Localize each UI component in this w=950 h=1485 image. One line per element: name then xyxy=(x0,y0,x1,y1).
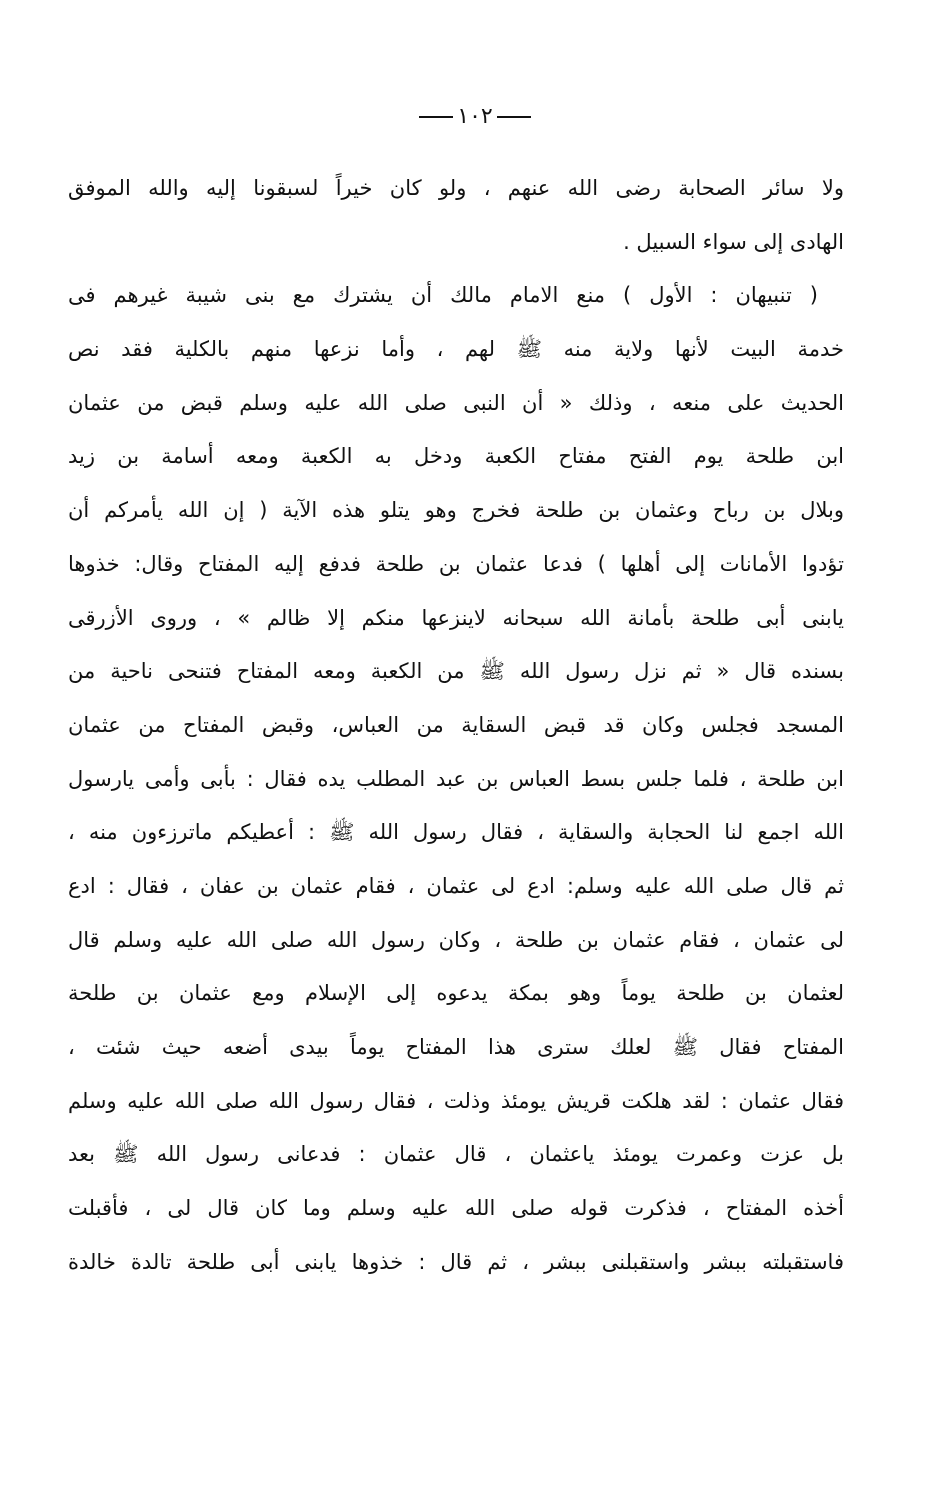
text-line: لعثمان بن طلحة يوماً وهو بمكة يدعوه إلى الإسلام ومع عثمان بن طلحة xyxy=(68,981,844,1006)
text-line: يابنى أبى طلحة بأمانة الله سبحانه لاينزعها منكم إلا ظالم » ، وروى الأزرقى xyxy=(68,605,844,630)
text-line: الحديث على منعه ، وذلك « أن النبى صلى الله عليه وسلم قبض من عثمان xyxy=(68,390,844,415)
page-number-dash-left xyxy=(419,116,453,118)
body-text xyxy=(68,162,844,1289)
text-line: ولا سائر الصحابة رضى الله عنهم ، ولو كان خيراً لسبقونا إليه والله الموفق xyxy=(68,176,844,200)
page-number-dash-right xyxy=(497,116,531,118)
text-line: فقال عثمان : لقد هلكت قريش يومئذ وذلت ، فقال رسول الله صلى الله عليه وسلم xyxy=(68,1088,844,1113)
text-line: خدمة البيت لأنها ولاية منه ﷺ لهم ، وأما نزعها منهم بالكلية فقد نص xyxy=(68,337,844,362)
text-line: ( تنبيهان : الأول ) منع الامام مالك أن يشترك مع بنى شيبة غيرهم فى xyxy=(68,283,818,308)
text-line: الله اجمع لنا الحجابة والسقاية ، فقال رسول الله ﷺ : أعطيكم ماترزءون منه ، xyxy=(68,820,844,845)
text-line: ابن طلحة يوم الفتح مفتاح الكعبة ودخل به الكعبة ومعه أسامة بن زيد xyxy=(68,444,844,469)
text-line: المفتاح فقال ﷺ لعلك سترى هذا المفتاح يوماً بيدى أضعه حيث شئت ، xyxy=(68,1035,844,1059)
text-line: فاستقبلته ببشر واستقبلنى ببشر ، ثم قال : خذوها يابنى أبى طلحة تالدة خالدة xyxy=(68,1249,844,1274)
page-number xyxy=(0,102,950,132)
text-line: بل عزت وعمرت يومئذ ياعثمان ، قال عثمان : فدعانى رسول الله ﷺ بعد xyxy=(68,1142,844,1167)
text-line: أخذه المفتاح ، فذكرت قوله صلى الله عليه وسلم وما كان قال لى ، فأقبلت xyxy=(68,1196,844,1221)
text-line: لى عثمان ، فقام عثمان بن طلحة ، وكان رسول الله صلى الله عليه وسلم قال xyxy=(68,927,844,952)
text-line: تؤدوا الأمانات إلى أهلها ) فدعا عثمان بن طلحة فدفع إليه المفتاح وقال: خذوها xyxy=(68,551,844,576)
text-line: ابن طلحة ، فلما جلس بسط العباس بن عبد المطلب يده فقال : بأبى وأمى يارسول xyxy=(68,766,844,791)
text-line: بسنده قال « ثم نزل رسول الله ﷺ من الكعبة ومعه المفتاح فتنحى ناحية من xyxy=(68,659,844,684)
text-line: وبلال بن رباح وعثمان بن طلحة فخرج وهو يتلو هذه الآية ( إن الله يأمركم أن xyxy=(68,498,844,523)
text-line: المسجد فجلس وكان قد قبض السقاية من العباس، وقبض المفتاح من عثمان xyxy=(68,712,844,737)
text-line: ثم قال صلى الله عليه وسلم: ادع لى عثمان ، فقام عثمان بن عفان ، فقال : ادع xyxy=(68,873,844,898)
text-line: الهادى إلى سواء السبيل . xyxy=(623,229,844,254)
page-number-value: ١٠٢ xyxy=(457,104,493,129)
